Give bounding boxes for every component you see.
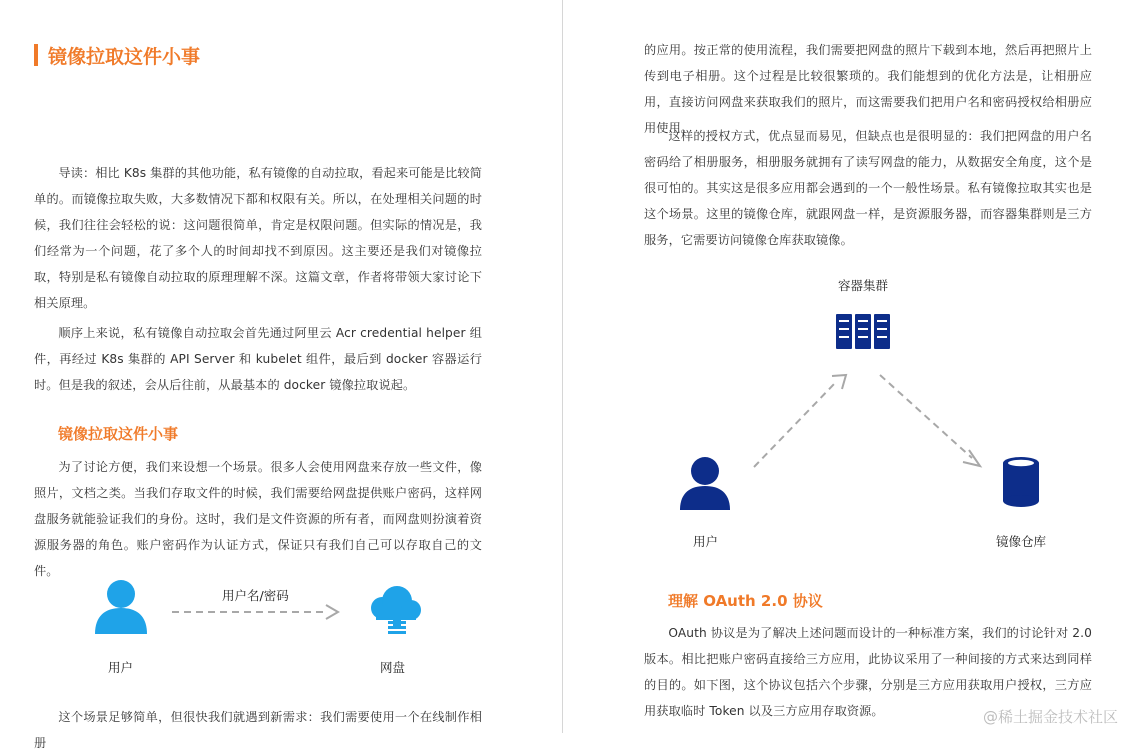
server-rack-icon [836, 314, 890, 350]
credential-arrow [170, 602, 342, 622]
user-icon [93, 578, 149, 636]
left-page [0, 0, 562, 750]
cloud-disk-icon [366, 584, 422, 638]
figure1-user-label: 用户 [108, 660, 134, 675]
watermark: @稀土掘金技术社区 [982, 708, 1118, 726]
user-icon [679, 456, 731, 512]
figure2-user-label: 用户 [693, 534, 719, 549]
intro-paragraph: 导读：相比 K8s 集群的其他功能，私有镜像的自动拉取，看起来可能是比较简单的。而镜像拉取失败，大多数情况下都和权限有关。所以，在处理相关问题的时候，我们往往会轻松的说：这问题很简单，肯定是权限问题。但实际的情况是，我们经常为一个问题，花了多个人的时间却找不到原因。这主要还是我们对镜像拉取，特别是私有镜像自动拉取的原理理解不深。这篇文章，作者将带领大家讨论下相关原理。 [34, 166, 482, 310]
authorization-arrows [750, 372, 990, 472]
scenario-paragraph: 为了讨论方便，我们来设想一个场景。很多人会使用网盘来存放一些文件，像照片，文档之类。当我们存取文件的时候，我们需要给网盘提供账户密码，这样网盘服务就能验证我们的身份。这时，我们是文件资源的所有者，而网盘则扮演着资源服务器的角色。账户密码作为认证方式，保证只有我们自己可以存取自己的文件。 [34, 460, 482, 578]
section-heading-image-pull: 镜像拉取这件小事 [58, 425, 179, 443]
figure1-disk-label: 网盘 [380, 660, 406, 675]
figure2-registry-label: 镜像仓库 [996, 534, 1047, 549]
right-page [564, 0, 1126, 733]
figure2-cluster-label: 容器集群 [838, 278, 889, 293]
figure1-arrow-label: 用户名/密码 [222, 588, 289, 603]
chapter-title [34, 42, 200, 68]
chapter-title-bar [34, 44, 38, 66]
page-spine [562, 0, 563, 733]
section-heading-oauth: 理解 OAuth 2.0 协议 [668, 592, 823, 610]
bottom-paragraph: 这个场景足够简单，但很快我们就遇到新需求：我们需要使用一个在线制作相册 [34, 710, 482, 750]
oauth-paragraph: OAuth 协议是为了解决上述问题而设计的一种标准方案，我们的讨论针对 2.0 版本。相比把账户密码直接给三方应用，此协议采用了一种间接的方式来达到同样的目的。如下图，这个协议包括六个步骤，分别是三方应用获取用户授权，三方应用获取临时 Token 以及三方应用存取资源。 [644, 626, 1092, 718]
chapter-title-text: 镜像拉取这件小事 [48, 45, 201, 68]
database-icon [1002, 456, 1040, 508]
order-paragraph: 顺序上来说，私有镜像自动拉取会首先通过阿里云 Acr credential helper 组件，再经过 K8s 集群的 API Server 和 kubelet 组件，最后到 docker 容器运行时。但是我的叙述，会从后往前，从最基本的 docker 镜像拉取说起。 [34, 326, 482, 392]
continuation-paragraph: 的应用。按正常的使用流程，我们需要把网盘的照片下载到本地，然后再把照片上传到电子相册。这个过程是比较很繁琐的。我们能想到的优化方法是，让相册应用，直接访问网盘来获取我们的照片，而这需要我们把用户名和密码授权给相册应用使用。 [644, 43, 1092, 135]
auth-paragraph: 这样的授权方式，优点显而易见，但缺点也是很明显的：我们把网盘的用户名密码给了相册服务，相册服务就拥有了读写网盘的能力，从数据安全角度，这个是很可怕的。其实这是很多应用都会遇到的一个一般性场景。私有镜像拉取其实也是这个场景。这里的镜像仓库，就跟网盘一样，是资源服务器，而容器集群则是三方服务，它需要访问镜像仓库获取镜像。 [644, 129, 1092, 247]
